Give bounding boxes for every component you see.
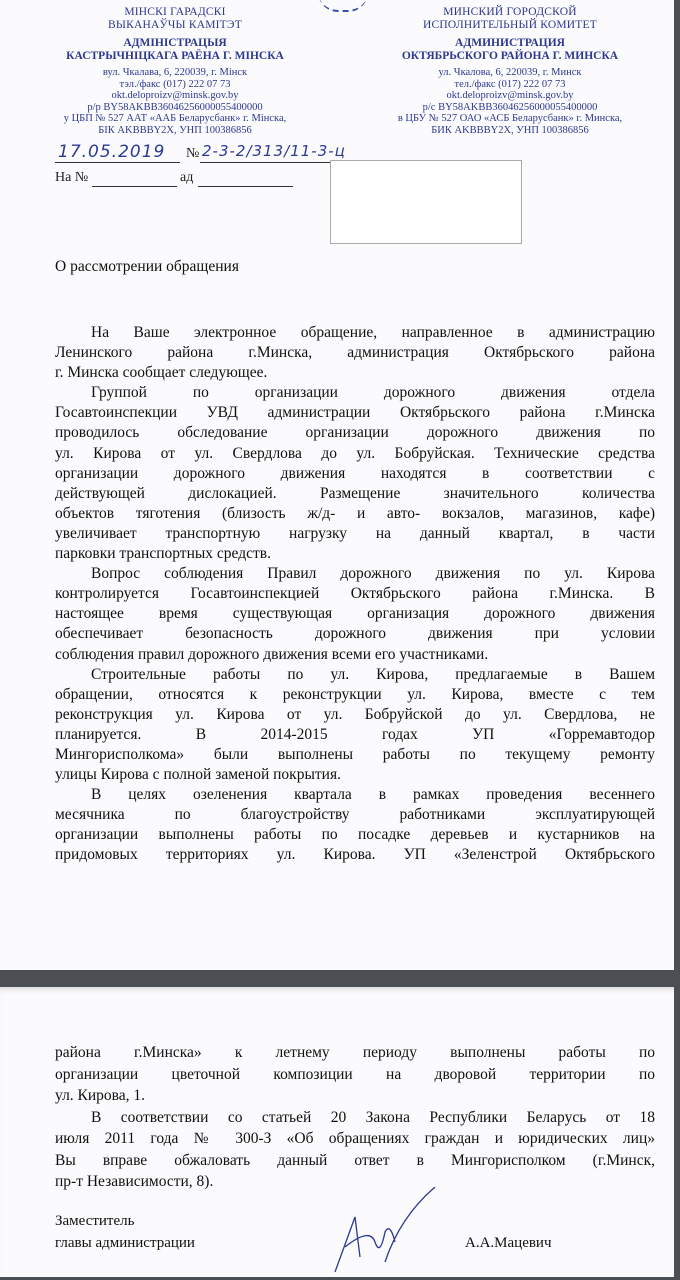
text-line: планируется. В 2014-2015 годах УП «Горремавтодор — [55, 725, 655, 743]
requisite-line: у ЦБП № 527 ААТ «ААБ Беларусбанк» г. Мінска, — [63, 113, 287, 124]
letter-body-page-1 — [55, 323, 655, 866]
letter-subject: О рассмотрении обращения — [55, 258, 239, 275]
ref-date-underline — [198, 186, 293, 187]
text-line: В соответствии со статьей 20 Закона Республики Беларусь от 18 — [91, 1108, 655, 1126]
signatory-position — [55, 1210, 195, 1254]
admin-line: ОКТЯБРЬСКОГО РАЙОНА Г. МИНСКА — [401, 49, 619, 62]
text-line: района г.Минска» к летнему периоду выполнены работы по — [55, 1044, 655, 1061]
number-underline — [200, 162, 330, 163]
requisite-line: тел./факс (017) 222 07 73 — [454, 78, 566, 90]
letterhead-belarusian — [15, 6, 335, 136]
admin-line: АДМІНІСТРАЦЫЯ — [123, 37, 227, 49]
requisite-line: БИК AKBBBY2X, УНП 100386856 — [431, 124, 589, 136]
registration-number: 2-3-2/313/11-3-ц — [202, 142, 346, 160]
text-line: реконструкция ул. Кирова от ул. Бобруйской до ул. Свердлова, не — [55, 705, 655, 723]
text-line: обеспечивает безопасность дорожного движения при условии — [55, 625, 655, 643]
text-line: Ленинского района г.Минска, администрация Октябрьского района — [55, 344, 655, 362]
requisite-line: тэл./факс (017) 222 07 73 — [119, 78, 231, 90]
text-line: На Ваше электронное обращение, направленное в администрацию — [91, 324, 655, 341]
document-page-2 — [0, 987, 674, 1277]
requisite-line: okt.deloproizv@minsk.gov.by — [446, 90, 574, 101]
text-line: обращении, относятся к реконструкции ул. Кирова, вместе с тем — [55, 685, 655, 703]
text-line: июля 2011 года № 300-З «Об обращениях граждан и юридических лиц» — [55, 1130, 655, 1147]
requisite-line: р/р BY58AKBB36046256000055400000 — [87, 101, 263, 113]
text-line: улицы Кирова с полной заменой покрытия. — [55, 766, 341, 784]
text-line: увеличивает транспортную нагрузку на данный квартал, в части — [55, 524, 655, 542]
text-line: В целях озеленения квартала в рамках проведения весеннего — [91, 786, 655, 804]
redacted-addressee — [330, 160, 522, 244]
registration-date: 17.05.2019 — [58, 142, 166, 162]
requisite-line: БІК AKBBBY2X, УНП 100386856 — [98, 124, 252, 136]
text-line: месячника по благоустройству работниками эксплуатирующей — [55, 806, 655, 824]
letter-body-page-2 — [55, 1042, 655, 1193]
ref-from-label: ад — [180, 170, 194, 185]
position-line: Заместитель — [55, 1213, 135, 1229]
text-line: Вы вправе обжаловать данный ответ в Мингорисполком (г.Минск, — [55, 1151, 655, 1169]
text-line: организации цветочной композиции на дворовой территории по — [55, 1065, 655, 1083]
admin-line: КАСТРЫЧНІЦКАГА РАЁНА Г. МІНСКА — [66, 49, 284, 62]
position-line: главы администрации — [55, 1235, 195, 1251]
text-line: организации дорожного движения находятся в соответствии с — [55, 464, 655, 482]
text-line: придомовых территориях ул. Кирова. УП «Зеленстрой Октябрьского — [55, 846, 655, 864]
text-line: контролируется Госавтоинспекцией Октябрьского района г.Минска. В — [55, 585, 655, 603]
text-line: г. Минска сообщает следующее. — [55, 364, 268, 382]
text-line: действующей дислокацией. Размещение значительного количества — [55, 484, 655, 502]
text-line: Группой по организации дорожного движения отдела — [91, 384, 655, 402]
text-line: проводилось обследование организации дорожного движения по — [55, 424, 655, 442]
text-line: объектов тяготения (близость ж/д- и авто- вокзалов, магазинов, кафе) — [55, 504, 655, 522]
text-line: парковки транспортных средств. — [55, 545, 271, 563]
admin-line: АДМИНИСТРАЦИЯ — [455, 37, 565, 49]
requisite-line: ул. Чкалова, 6, 220039, г. Минск — [438, 67, 582, 78]
text-line: Госавтоинспекции УВД администрации Октябрьского района г.Минска — [55, 404, 655, 422]
text-line: Мингорисполкома» были выполнены работы по текущему ремонту — [55, 745, 655, 763]
org-line: МІНСКІ ГАРАДСКІ — [124, 6, 226, 18]
requisite-line: в ЦБУ № 527 ОАО «АСБ Беларусбанк» г. Минска, — [397, 113, 623, 124]
text-line: настоящее время существующая организация дорожного движения — [55, 605, 655, 623]
date-underline — [55, 162, 180, 163]
signatory-name: А.А.Мацевич — [465, 1235, 552, 1251]
org-line: ВЫКАНАЎЧЫ КАМІТЭТ — [108, 18, 242, 31]
org-line: ИСПОЛНИТЕЛЬНЫЙ КОМИТЕТ — [423, 18, 597, 31]
requisite-line: вул. Чкалава, 6, 220039, г. Мінск — [102, 67, 248, 78]
ref-label: На № — [55, 170, 89, 185]
text-line: ул. Кирова от ул. Свердлова до ул. Бобруйская. Технические средства — [55, 444, 655, 462]
org-line: МИНСКИЙ ГОРОДСКОЙ — [443, 6, 577, 18]
handwritten-signature — [325, 1187, 445, 1277]
text-line: ул. Кирова, 1. — [55, 1087, 146, 1104]
ref-underline — [92, 186, 177, 187]
number-sign: № — [186, 146, 200, 161]
text-line: соблюдения правил дорожного движения всеми его участниками. — [55, 645, 489, 663]
requisite-line: okt.deloproizv@minsk.gov.by — [111, 90, 239, 101]
text-line: Вопрос соблюдения Правил дорожного движения по ул. Кирова — [91, 565, 655, 583]
text-line: Строительные работы по ул. Кирова, предлагаемые в Вашем — [91, 665, 655, 683]
text-line: пр-т Независимости, 8). — [55, 1173, 214, 1190]
text-line: организации выполнены работы по посадке деревьев и кустарников на — [55, 826, 655, 844]
requisite-line: р/с BY58AKBB36046256000055400000 — [422, 101, 598, 113]
letterhead-russian — [350, 6, 670, 136]
